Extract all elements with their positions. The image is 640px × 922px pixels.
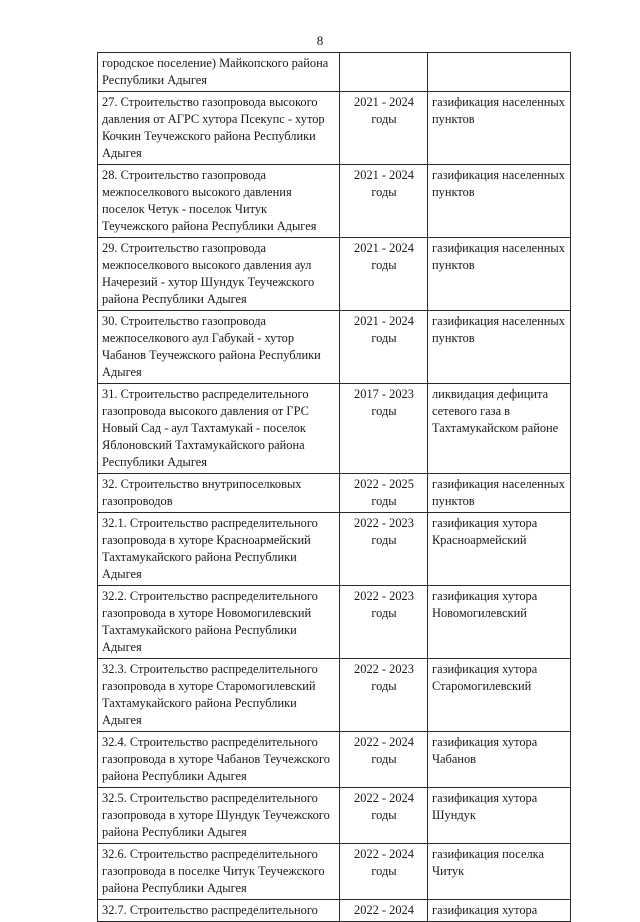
row-result-cell: газификация хутора Новомогилевский [428, 586, 571, 659]
row-result-cell: газификация поселка Читук [428, 844, 571, 900]
period-unit: годы [371, 185, 397, 199]
table-row [98, 732, 571, 788]
program-table [97, 52, 571, 922]
row-result-cell: газификация населенных пунктов [428, 311, 571, 384]
row-result-cell: газификация населенных пунктов [428, 238, 571, 311]
period-unit: годы [371, 864, 397, 878]
period-years: 2022 - 2024 [354, 903, 414, 917]
period-years: 2022 - 2024 [354, 791, 414, 805]
row-result-cell: газификация населенных пунктов [428, 165, 571, 238]
period-unit: годы [371, 331, 397, 345]
row-name-cell: городское поселение) Майкопского района Республики Адыгея [98, 53, 340, 92]
period-years: 2022 - 2023 [354, 516, 414, 530]
period-unit: годы [371, 606, 397, 620]
row-period-cell [340, 844, 428, 900]
table-row [98, 659, 571, 732]
table-row [98, 900, 571, 922]
period-years: 2021 - 2024 [354, 168, 414, 182]
row-result-cell: газификация хутора Чабанов [428, 732, 571, 788]
row-period-cell [340, 788, 428, 844]
row-period-cell [340, 165, 428, 238]
period-years: 2022 - 2023 [354, 662, 414, 676]
period-years: 2017 - 2023 [354, 387, 414, 401]
page-number: 8 [316, 33, 324, 48]
row-name-cell: 32.4. Строительство распределительного газопровода в хуторе Чабанов Теучежского района Республики Адыгея [98, 732, 340, 788]
period-years: 2022 - 2024 [354, 735, 414, 749]
row-name-cell: 32.5. Строительство распределительного газопровода в хуторе Шундук Теучежского района Республики Адыгея [98, 788, 340, 844]
table-row [98, 788, 571, 844]
table-row [98, 474, 571, 513]
period-unit: годы [371, 808, 397, 822]
row-name-cell: 28. Строительство газопровода межпоселкового высокого давления поселок Четук - поселок Читук Теучежского района Республики Адыгея [98, 165, 340, 238]
row-name-cell: 30. Строительство газопровода межпоселкового аул Габукай - хутор Чабанов Теучежского района Республики Адыгея [98, 311, 340, 384]
row-period-cell [340, 238, 428, 311]
period-unit: годы [371, 679, 397, 693]
row-period-cell [340, 659, 428, 732]
row-name-cell: 27. Строительство газопровода высокого давления от АГРС хутора Псекупс - хутор Кочкин Теучежского района Республики Адыгея [98, 92, 340, 165]
row-result-cell: газификация хутора Красноармейский [428, 513, 571, 586]
row-name-cell: 29. Строительство газопровода межпоселкового высокого давления аул Начерезий - хутор Шундук Теучежского района Республики Адыгея [98, 238, 340, 311]
period-years: 2021 - 2024 [354, 95, 414, 109]
period-unit: годы [371, 533, 397, 547]
table-row [98, 165, 571, 238]
table-row [98, 844, 571, 900]
row-period-cell [340, 311, 428, 384]
table-row [98, 311, 571, 384]
table-row [98, 238, 571, 311]
row-result-cell: газификация хутора [428, 900, 571, 922]
row-name-cell: 32.3. Строительство распределительного газопровода в хуторе Старомогилевский Тахтамукайского района Республики Адыгея [98, 659, 340, 732]
row-name-cell: 32.7. Строительство распределительного [98, 900, 340, 922]
row-period-cell [340, 474, 428, 513]
row-result-cell: газификация хутора Шундук [428, 788, 571, 844]
row-result-cell: газификация населенных пунктов [428, 474, 571, 513]
table-row [98, 586, 571, 659]
period-unit: годы [371, 494, 397, 508]
period-years: 2022 - 2023 [354, 589, 414, 603]
row-name-cell: 32.2. Строительство распределительного газопровода в хуторе Новомогилевский Тахтамукайского района Республики Адыгея [98, 586, 340, 659]
row-period-cell [340, 900, 428, 922]
row-period-cell [340, 513, 428, 586]
row-result-cell [428, 53, 571, 92]
row-period-cell [340, 732, 428, 788]
row-result-cell: газификация населенных пунктов [428, 92, 571, 165]
row-period-cell [340, 92, 428, 165]
row-name-cell: 32.6. Строительство распределительного газопровода в поселке Читук Теучежского района Республики Адыгея [98, 844, 340, 900]
row-name-cell: 32.1. Строительство распределительного газопровода в хуторе Красноармейский Тахтамукайского района Республики Адыгея [98, 513, 340, 586]
row-result-cell: ликвидация дефицита сетевого газа в Тахтамукайском районе [428, 384, 571, 474]
period-unit: годы [371, 112, 397, 126]
table-row [98, 513, 571, 586]
row-name-cell: 31. Строительство распределительного газопровода высокого давления от ГРС Новый Сад - аул Тахтамукай - поселок Яблоновский Тахтамукайского района Республики Адыгея [98, 384, 340, 474]
period-unit: годы [371, 258, 397, 272]
row-period-cell [340, 53, 428, 92]
row-name-cell: 32. Строительство внутрипоселковых газопроводов [98, 474, 340, 513]
row-result-cell: газификация хутора Старомогилевский [428, 659, 571, 732]
period-unit: годы [371, 404, 397, 418]
period-years: 2022 - 2024 [354, 847, 414, 861]
table-row [98, 53, 571, 92]
table-row [98, 384, 571, 474]
period-years: 2021 - 2024 [354, 241, 414, 255]
period-years: 2021 - 2024 [354, 314, 414, 328]
row-period-cell [340, 586, 428, 659]
row-period-cell [340, 384, 428, 474]
period-unit: годы [371, 752, 397, 766]
period-years: 2022 - 2025 [354, 477, 414, 491]
table-row [98, 92, 571, 165]
